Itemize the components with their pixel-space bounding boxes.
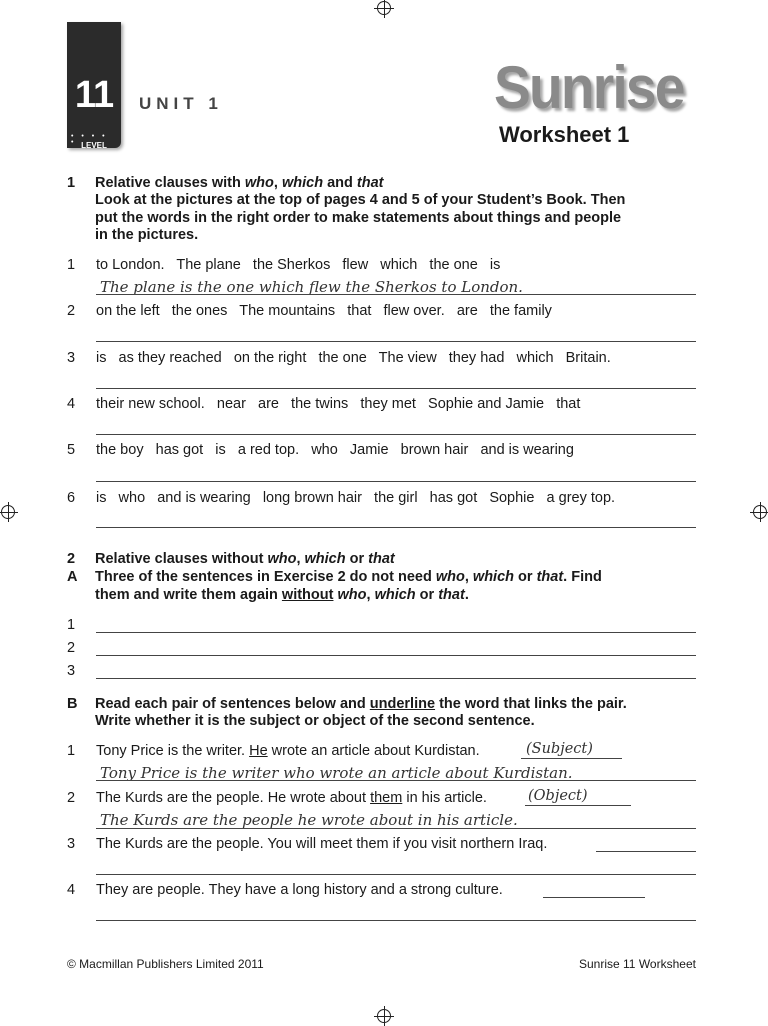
brand-logo: Sunrise <box>494 54 684 121</box>
title-text: and <box>323 175 357 191</box>
instr-text: Read each pair of sentences below and <box>95 696 370 712</box>
ex1-item-words: is who and is wearing long brown hair the girl has got Sophie a grey top. <box>96 490 616 506</box>
ex1-item-words: their new school. near are the twins they met Sophie and Jamie that <box>96 396 581 412</box>
badge-dots: • • • • • <box>71 133 108 146</box>
level-badge <box>67 22 121 165</box>
b-item-answer: The Kurds are the people he wrote about in his article. <box>100 811 518 829</box>
exercise-1-number: 1 <box>67 175 76 191</box>
registration-mark-left <box>1 505 15 519</box>
ex1-item-number: 6 <box>67 490 76 506</box>
label-answer-line[interactable] <box>596 851 696 852</box>
ex1-item-number: 3 <box>67 350 76 366</box>
instr-text: the word that links the pair. <box>435 696 627 712</box>
exercise-1-instruction-line-2: put the words in the right order to make statements about things and people <box>95 210 622 226</box>
part-b-instruction-line-1 <box>95 696 700 714</box>
b-item-sentence: The Kurds are the people. You will meet them if you visit northern Iraq. <box>96 836 548 852</box>
ex1-item-number: 4 <box>67 396 76 412</box>
label-answer-line[interactable] <box>525 805 631 806</box>
sentence-text: wrote an article about Kurdistan. <box>267 743 480 759</box>
instr-text: , <box>366 587 375 603</box>
b-item-label-answer: (Object) <box>528 788 588 804</box>
worksheet-title: Worksheet 1 <box>499 122 630 147</box>
unit-label: UNIT 1 <box>139 94 223 113</box>
answer-line[interactable] <box>96 828 696 829</box>
footer-worksheet-name: Sunrise 11 Worksheet <box>579 957 696 971</box>
b-item-number: 4 <box>67 882 76 898</box>
title-italic: that <box>368 551 395 567</box>
instr-text: them and write them again <box>95 587 282 603</box>
instr-italic: who <box>337 587 367 603</box>
part-a-instruction-line-2 <box>95 587 700 605</box>
part-b-label: B <box>67 696 78 712</box>
sentence-text: in his article. <box>402 790 487 806</box>
answer-line[interactable] <box>96 920 696 921</box>
exercise-1-title <box>95 175 700 193</box>
answer-line[interactable] <box>96 874 696 875</box>
instr-text: Three of the sentences in Exercise 2 do not need <box>95 569 436 585</box>
b-item-sentence: They are people. They have a long history and a strong culture. <box>96 882 503 898</box>
b-item-sentence <box>96 790 487 807</box>
level-label: LEVEL <box>81 141 107 150</box>
b-item-answer: Tony Price is the writer who wrote an article about Kurdistan. <box>100 764 573 782</box>
instr-italic: that <box>536 569 564 585</box>
title-text: Relative clauses with <box>95 175 245 191</box>
label-answer-line[interactable] <box>521 758 622 759</box>
ex1-item-words: to London. The plane the Sherkos flew which the one is <box>96 257 501 273</box>
part-a-label: A <box>67 569 78 585</box>
instr-text: , <box>464 569 473 585</box>
answer-line[interactable] <box>96 527 696 528</box>
registration-mark-top <box>377 1 391 15</box>
part-b-instruction-line-2: Write whether it is the subject or object of the second sentence. <box>95 713 535 729</box>
answer-line[interactable] <box>96 434 696 435</box>
instr-underlined: underline <box>369 696 436 712</box>
part-a-blank-number: 3 <box>67 663 76 679</box>
part-a-blank-number: 1 <box>67 617 76 633</box>
answer-line[interactable] <box>96 388 696 389</box>
b-item-number: 2 <box>67 790 76 806</box>
registration-mark-bottom <box>377 1009 391 1023</box>
b-item-label-answer: (Subject) <box>526 741 593 757</box>
answer-line[interactable] <box>96 632 696 633</box>
answer-line[interactable] <box>96 780 696 781</box>
label-answer-line[interactable] <box>543 897 645 898</box>
b-item-number: 1 <box>67 743 76 759</box>
footer-copyright: © Macmillan Publishers Limited 2011 <box>67 957 264 971</box>
title-italic: which <box>304 551 346 567</box>
title-italic: that <box>356 175 384 191</box>
instr-text: or <box>514 569 537 585</box>
title-italic: which <box>281 175 324 191</box>
sentence-text: Tony Price is the writer. <box>96 743 250 759</box>
instr-italic: that <box>438 587 465 603</box>
exercise-2-number: 2 <box>67 551 76 567</box>
instr-text: . <box>464 587 469 603</box>
answer-line[interactable] <box>96 294 696 295</box>
exercise-1-instruction-line-3: in the pictures. <box>95 227 199 243</box>
b-item-sentence <box>96 743 480 760</box>
instr-italic: which <box>472 569 515 585</box>
title-text: , <box>273 175 282 191</box>
title-italic: who <box>244 175 274 191</box>
instr-italic: which <box>374 587 416 603</box>
linking-word: them <box>370 790 403 806</box>
ex1-item-words: on the left the ones The mountains that flew over. are the family <box>96 303 552 319</box>
title-text: Relative clauses without <box>95 551 268 567</box>
ex1-item-number: 2 <box>67 303 76 319</box>
answer-line[interactable] <box>96 678 696 679</box>
ex1-item-answer: The plane is the one which flew the Sherkos to London. <box>100 278 523 296</box>
title-italic: who <box>267 551 297 567</box>
ex1-item-words: is as they reached on the right the one The view they had which Britain. <box>96 350 611 366</box>
level-number: 11 <box>74 74 114 116</box>
instr-italic: who <box>435 569 465 585</box>
ex1-item-number: 5 <box>67 442 76 458</box>
linking-word: He <box>249 743 268 759</box>
title-text: , <box>296 551 305 567</box>
answer-line[interactable] <box>96 481 696 482</box>
answer-line[interactable] <box>96 341 696 342</box>
part-a-instruction-line-1 <box>95 569 700 587</box>
sentence-text: The Kurds are the people. He wrote about <box>96 790 371 806</box>
ex1-item-number: 1 <box>67 257 76 273</box>
title-text: or <box>345 551 369 567</box>
answer-line[interactable] <box>96 655 696 656</box>
instr-text: or <box>415 587 439 603</box>
instr-text: . Find <box>563 569 602 585</box>
exercise-1-instruction-line-1: Look at the pictures at the top of pages 4 and 5 of your Student’s Book. Then <box>95 192 626 208</box>
level-sub-number: 11 <box>87 151 101 165</box>
b-item-number: 3 <box>67 836 76 852</box>
ex1-item-words: the boy has got is a red top. who Jamie brown hair and is wearing <box>96 442 574 458</box>
registration-mark-right <box>753 505 767 519</box>
part-a-blank-number: 2 <box>67 640 76 656</box>
instr-underlined: without <box>281 587 334 603</box>
exercise-2-title <box>95 551 700 569</box>
